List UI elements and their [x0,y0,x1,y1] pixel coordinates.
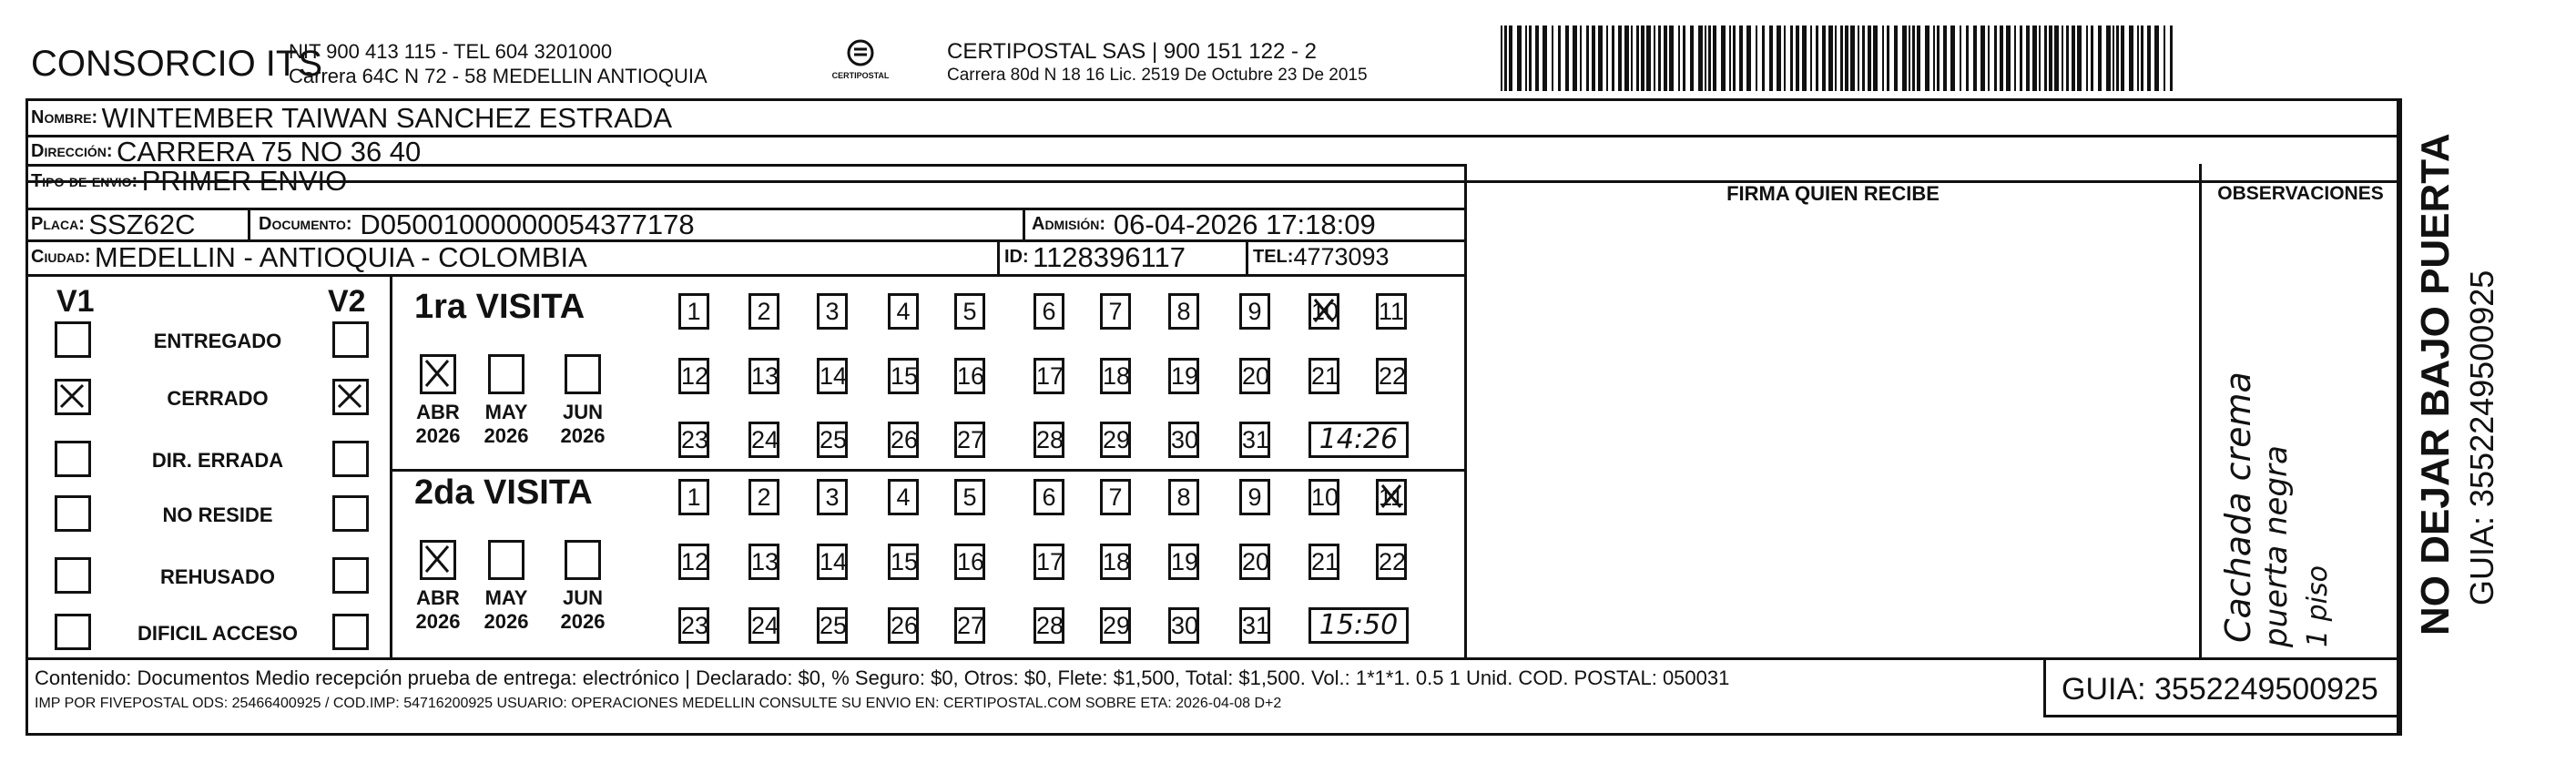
day-number: 14 [820,548,848,575]
day-box[interactable] [1100,293,1131,330]
observaciones-heading: OBSERVACIONES [2217,183,2384,204]
day-box[interactable] [678,479,709,515]
day-number: 14 [820,362,848,390]
visit-time: 14:26 [1308,422,1409,458]
day-number: 19 [1171,548,1199,575]
day-number: 27 [957,612,985,639]
day-number: 6 [1042,298,1056,325]
day-number: 16 [957,362,985,390]
day-number: 24 [751,612,779,639]
day-box[interactable] [1308,358,1339,394]
day-box[interactable] [1308,293,1339,330]
id-label: ID: [1004,247,1029,267]
admision-cell [1032,209,1376,239]
v1-checkbox[interactable] [55,321,91,358]
day-number: 22 [1379,548,1407,575]
status-label: CERRADO [167,387,269,410]
company-nit: NIT 900 413 115 - TEL 604 3201000 [289,40,613,63]
id-cell [1004,242,1186,272]
day-box[interactable] [1033,358,1064,394]
day-number: 18 [1103,548,1131,575]
day-number: 25 [820,612,848,639]
day-box[interactable] [1168,479,1199,515]
day-box[interactable] [748,358,779,394]
day-box[interactable] [888,544,919,580]
month-year: 2026 [560,610,606,633]
month-year: 2026 [415,424,461,447]
month-year: 2026 [415,610,461,633]
day-number: 13 [751,362,779,390]
courier-address: Carrera 80d N 18 16 Lic. 2519 De Octubre 23 De 2015 [947,66,1368,85]
day-box[interactable] [1100,607,1131,644]
side-notice: NO DEJAR BAJO PUERTA [2413,133,2458,636]
status-label: ENTREGADO [153,330,282,352]
check-mark [423,357,453,392]
day-box[interactable] [678,422,709,458]
day-number: 23 [681,612,709,639]
day-box[interactable] [888,293,919,330]
month-label [411,401,465,448]
placa-label: Placa: [31,214,85,234]
day-box[interactable] [1033,293,1064,330]
day-box[interactable] [1239,479,1270,515]
day-number: 26 [891,426,919,453]
day-number: 12 [681,548,709,575]
day-box[interactable] [1033,544,1064,580]
day-box[interactable] [678,544,709,580]
tipo-value: PRIMER ENVIO [141,165,348,197]
day-number: 31 [1242,426,1270,453]
day-box[interactable] [954,479,985,515]
day-box[interactable] [1033,479,1064,515]
day-box[interactable] [1239,422,1270,458]
day-box[interactable] [1100,479,1131,515]
documento-value: D05001000000054377178 [360,208,695,240]
day-box[interactable] [1168,422,1199,458]
day-mark [1311,296,1339,327]
month-checkbox[interactable] [565,354,601,394]
day-number: 1 [687,483,701,511]
month-checkbox[interactable] [488,354,524,394]
visit-title: 1ra VISITA [414,288,585,326]
day-number: 21 [1311,362,1339,390]
month-name: MAY [484,586,528,609]
v2-checkbox[interactable] [332,614,369,650]
v2-checkbox[interactable] [332,379,369,415]
contenido-line: Contenido: Documentos Medio recepción prueba de entrega: electrónico | Declarado: $0, % Seguro: $0, Otros: $0, Flete: $1,500, Total: $1,500. Vol.: 1*1*1. 0.5 1 Unid. COD. POSTAL: 050031 [35,666,1730,689]
day-box[interactable] [1033,607,1064,644]
day-number: 25 [820,426,848,453]
day-box[interactable] [888,607,919,644]
day-number: 7 [1108,298,1123,325]
day-box[interactable] [748,544,779,580]
day-number: 31 [1242,612,1270,639]
day-number: 29 [1103,426,1131,453]
month-label [479,401,534,448]
day-number: 27 [957,426,985,453]
day-box[interactable] [678,293,709,330]
firma-heading: FIRMA QUIEN RECIBE [1726,182,1940,205]
placa-cell [31,209,196,239]
v1-checkbox[interactable] [55,441,91,477]
tel-value: 4773093 [1293,243,1390,270]
day-number: 13 [751,548,779,575]
v1-checkbox[interactable] [55,495,91,532]
status-label: DIR. ERRADA [151,449,284,472]
documento-label: Documento: [259,214,352,234]
check-mark [57,382,88,412]
day-box[interactable] [1239,293,1270,330]
day-number: 20 [1242,362,1270,390]
day-number: 21 [1311,548,1339,575]
month-name: ABR [416,401,460,423]
day-number: 4 [896,298,911,325]
day-number: 29 [1103,612,1131,639]
month-label [555,586,610,634]
v2-checkbox[interactable] [332,557,369,594]
certipostal-logo [824,36,897,91]
day-box[interactable] [954,358,985,394]
v1-checkbox[interactable] [55,614,91,650]
day-number: 2 [757,483,771,511]
day-number: 8 [1176,298,1191,325]
day-box[interactable] [888,358,919,394]
day-number: 10 [1311,483,1339,511]
day-box[interactable] [817,479,848,515]
row-tipo [31,165,348,197]
day-box[interactable] [1376,479,1407,515]
day-box[interactable] [817,422,848,458]
month-year: 2026 [484,424,529,447]
day-number: 5 [962,298,977,325]
day-number: 7 [1108,483,1123,511]
check-mark [423,543,453,577]
day-box[interactable] [954,607,985,644]
day-box[interactable] [1100,358,1131,394]
month-checkbox[interactable] [420,540,456,580]
day-number: 17 [1036,548,1064,575]
day-box[interactable] [817,544,848,580]
day-mark [1379,482,1406,513]
observation-line-3: 1 piso [2302,565,2334,647]
month-checkbox[interactable] [565,540,601,580]
month-year: 2026 [484,610,529,633]
placa-value: SSZ62C [88,208,196,240]
day-number: 10 [1311,298,1339,325]
day-box[interactable] [817,607,848,644]
day-box[interactable] [888,422,919,458]
day-number: 30 [1171,426,1199,453]
day-number: 30 [1171,612,1199,639]
day-number: 23 [681,426,709,453]
day-number: 1 [687,298,701,325]
day-box[interactable] [1376,544,1407,580]
day-box[interactable] [1100,544,1131,580]
day-number: 2 [757,298,771,325]
day-number: 11 [1379,298,1405,325]
day-box[interactable] [1308,544,1339,580]
day-box[interactable] [1033,422,1064,458]
day-box[interactable] [748,293,779,330]
month-name: JUN [562,401,603,423]
day-box[interactable] [954,544,985,580]
v1-checkbox[interactable] [55,557,91,594]
day-box[interactable] [1168,544,1199,580]
day-number: 16 [957,548,985,575]
tel-cell [1253,242,1390,272]
observaciones-notes [2202,210,2399,657]
day-number: 17 [1036,362,1064,390]
company-name: CONSORCIO ITS [31,44,323,84]
month-label [555,401,610,448]
day-box[interactable] [1239,358,1270,394]
day-box[interactable] [748,607,779,644]
observation-line-2: puerta negra [2258,445,2295,647]
barcode [1501,25,2180,91]
signature-area[interactable] [1467,210,2199,657]
row-direccion [31,137,421,167]
day-number: 20 [1242,548,1270,575]
v2-checkbox[interactable] [332,321,369,358]
day-number: 15 [891,362,919,390]
day-number: 18 [1103,362,1131,390]
day-box[interactable] [1168,358,1199,394]
side-guia: GUIA: 3552249500925 [2463,270,2500,605]
admision-value: 06-04-2026 17:18:09 [1113,208,1376,240]
day-box[interactable] [1100,422,1131,458]
imp-line: IMP POR FIVEPOSTAL ODS: 25466400925 / COD.IMP: 54716200925 USUARIO: OPERACIONES MEDELLIN CONSULTE SU ENVIO EN: CERTIPOSTAL.COM SOBRE ETA: 2026-04-08 D+2 [35,696,1282,711]
status-label: DIFICIL ACCESO [137,622,298,645]
admision-label: Admisión: [1032,214,1105,234]
day-number: 3 [825,298,840,325]
day-number: 4 [896,483,911,511]
day-box[interactable] [748,479,779,515]
tel-label: TEL: [1253,247,1294,267]
ciudad-value: MEDELLIN - ANTIOQUIA - COLOMBIA [94,240,587,273]
month-name: MAY [484,401,528,423]
day-number: 11 [1379,483,1405,511]
direccion-label: Dirección: [31,141,113,161]
ciudad-label: Ciudad: [31,247,91,267]
month-checkbox[interactable] [488,540,524,580]
day-number: 5 [962,483,977,511]
v1-checkbox[interactable] [55,379,91,415]
observation-line-1: Cachada crema [2218,371,2258,643]
guia-number: GUIA: 3552249500925 [2062,672,2378,707]
day-number: 22 [1379,362,1407,390]
day-number: 19 [1171,362,1199,390]
v2-checkbox[interactable] [332,495,369,532]
day-box[interactable] [1376,358,1407,394]
month-name: ABR [416,586,460,609]
day-number: 24 [751,426,779,453]
v2-checkbox[interactable] [332,441,369,477]
status-label: REHUSADO [160,565,275,588]
visit-title: 2da VISITA [414,473,593,512]
status-label: NO RESIDE [162,504,273,526]
logo-caption: CERTIPOSTAL [831,71,890,80]
day-number: 12 [681,362,709,390]
day-box[interactable] [954,422,985,458]
month-year: 2026 [560,424,606,447]
day-box[interactable] [1239,607,1270,644]
id-value: 1128396117 [1033,240,1186,273]
day-number: 28 [1036,426,1064,453]
day-box[interactable] [1239,544,1270,580]
month-name: JUN [562,586,603,609]
check-mark [335,382,366,412]
day-box[interactable] [888,479,919,515]
day-box[interactable] [678,607,709,644]
nombre-label: Nombre: [31,107,98,127]
documento-cell [259,209,695,239]
day-number: 6 [1042,483,1056,511]
day-number: 9 [1247,298,1262,325]
nombre-value: WINTEMBER TAIWAN SANCHEZ ESTRADA [101,101,673,134]
day-number: 3 [825,483,840,511]
day-box[interactable] [1168,293,1199,330]
day-box[interactable] [1376,293,1407,330]
day-box[interactable] [954,293,985,330]
day-box[interactable] [748,422,779,458]
v2-heading: V2 [328,284,366,319]
day-box[interactable] [817,293,848,330]
courier-name: CERTIPOSTAL SAS | 900 151 122 - 2 [947,39,1317,64]
company-address: Carrera 64C N 72 - 58 MEDELLIN ANTIOQUIA [289,65,708,87]
day-number: 26 [891,612,919,639]
row-nombre [31,103,672,133]
day-number: 15 [891,548,919,575]
tipo-label: Tipo de envio: [31,170,138,191]
v1-heading: V1 [56,284,95,319]
day-box[interactable] [1308,479,1339,515]
day-box[interactable] [1168,607,1199,644]
day-number: 8 [1176,483,1191,511]
day-box[interactable] [817,358,848,394]
month-label [479,586,534,634]
month-checkbox[interactable] [420,354,456,394]
day-number: 28 [1036,612,1064,639]
day-box[interactable] [678,358,709,394]
ciudad-cell [31,242,587,272]
day-number: 9 [1247,483,1262,511]
month-label [411,586,465,634]
visit-time: 15:50 [1308,607,1409,644]
direccion-value: CARRERA 75 NO 36 40 [117,135,422,168]
